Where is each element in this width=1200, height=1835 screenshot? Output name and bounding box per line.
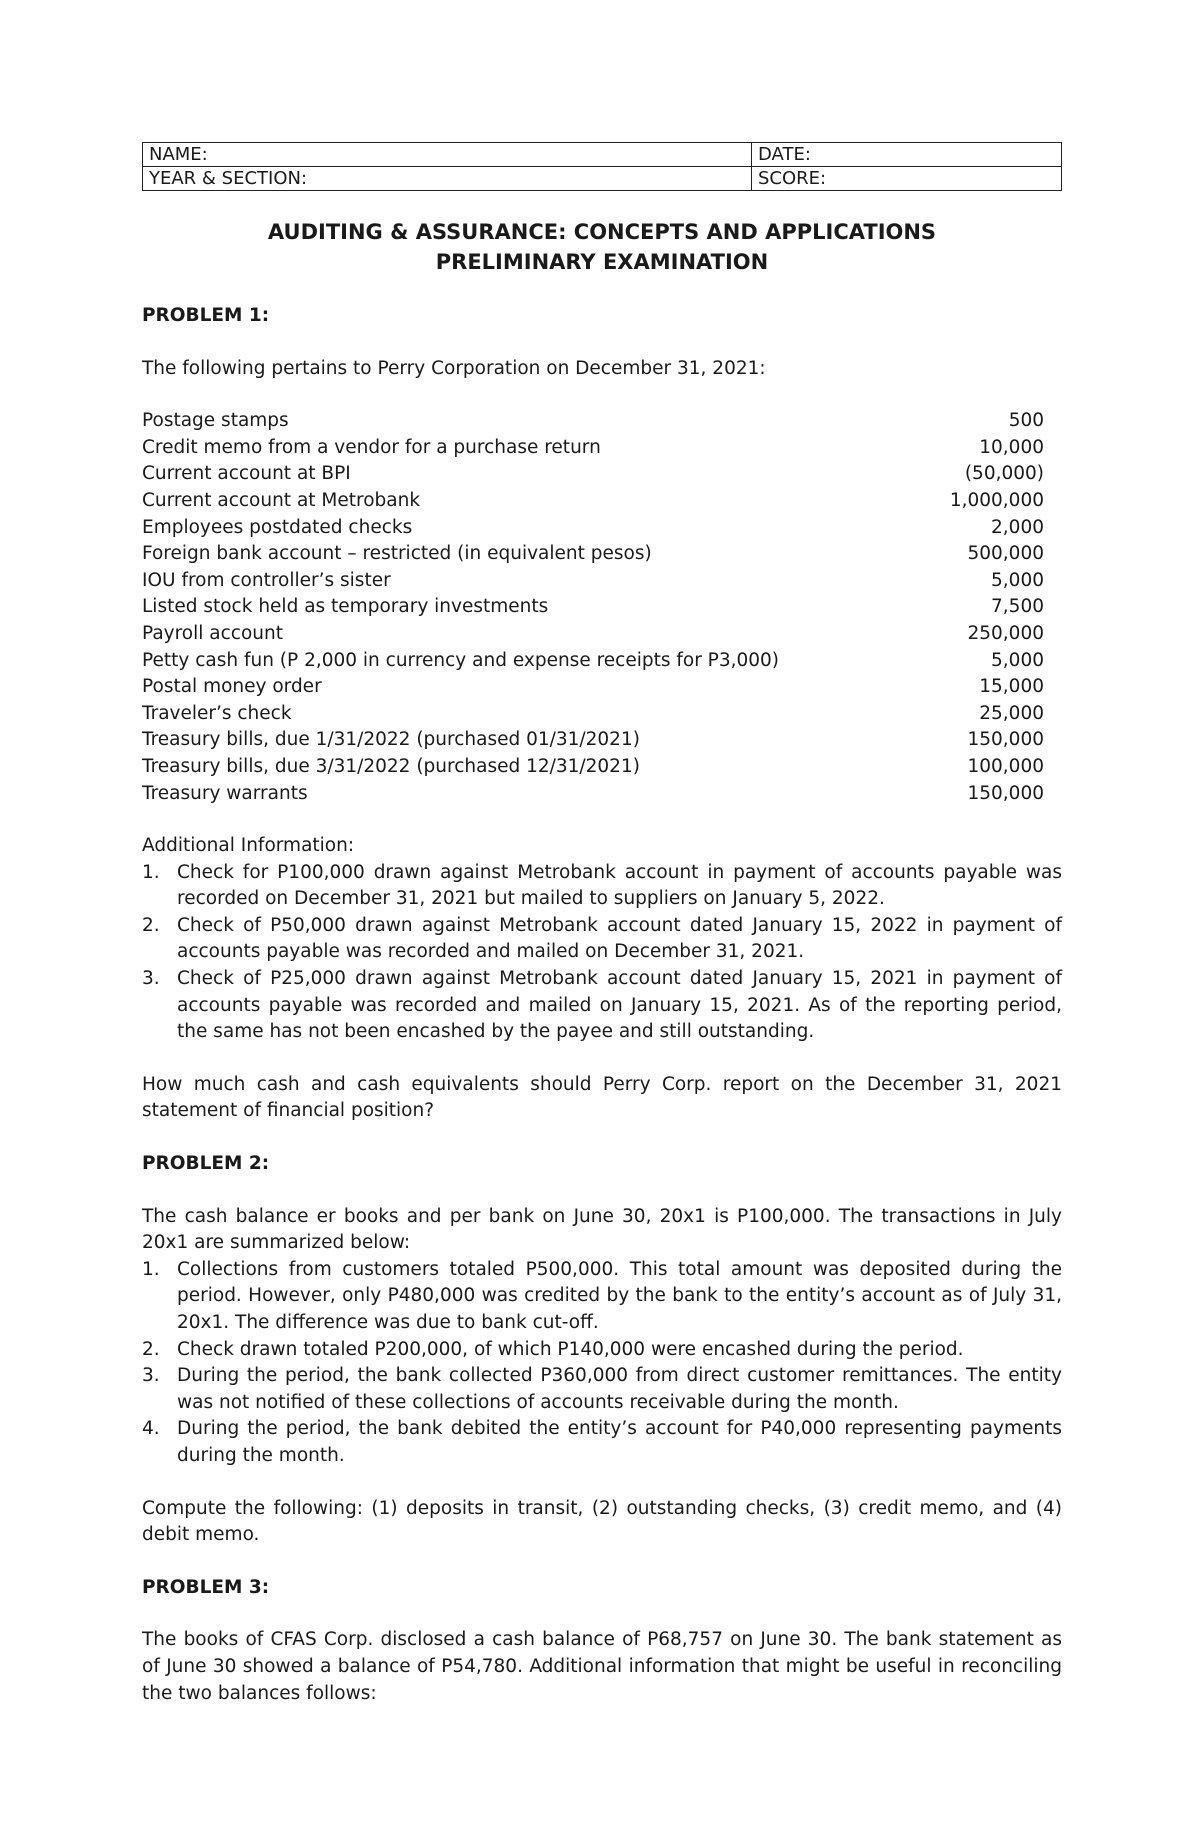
problem1-item-row bbox=[142, 408, 1062, 435]
problem2-list-item bbox=[142, 1337, 1062, 1364]
problem2-items-list bbox=[142, 1257, 1062, 1470]
list-text: Check drawn totaled P200,000, of which P140,000 were encashed during the period. bbox=[177, 1338, 964, 1360]
list-text: During the period, the bank debited the entity’s account for P40,000 representing payments during the month. bbox=[177, 1418, 1062, 1466]
item-label: Listed stock held as temporary investments bbox=[142, 596, 549, 618]
problem2-heading: PROBLEM 2: bbox=[142, 1153, 270, 1175]
list-text: Check of P25,000 drawn against Metrobank account dated January 15, 2021 in payment of accounts payable was recorded and mailed on January 15, 2021. As of the reporting period, the same has not been encashed by the payee and still outstanding. bbox=[177, 968, 1062, 1043]
item-amount: 7,500 bbox=[991, 596, 1044, 618]
problem1-item-row bbox=[142, 781, 1062, 808]
list-text: Collections from customers totaled P500,000. This total amount was deposited during the period. However, only P480,000 was credited by the bank to the entity’s account as of July 31, 20x1. The difference was due to bank cut-off. bbox=[177, 1258, 1062, 1333]
problem2-list-item bbox=[142, 1363, 1062, 1416]
problem3-heading: PROBLEM 3: bbox=[142, 1576, 270, 1598]
problem1-item-row bbox=[142, 435, 1062, 462]
item-label: Payroll account bbox=[142, 622, 283, 644]
item-amount: 100,000 bbox=[967, 755, 1044, 777]
problem1-item-row bbox=[142, 701, 1062, 728]
year-section-field-cell: YEAR & SECTION: bbox=[143, 167, 752, 191]
item-amount: 250,000 bbox=[967, 622, 1044, 644]
exam-title-line2: PRELIMINARY EXAMINATION bbox=[435, 250, 769, 274]
item-label: Postal money order bbox=[142, 676, 322, 698]
problem2-question: Compute the following: (1) deposits in transit, (2) outstanding checks, (3) credit memo, and (4) debit memo. bbox=[142, 1497, 1062, 1546]
list-number: 1. bbox=[142, 861, 160, 883]
item-label: Traveler’s check bbox=[142, 702, 292, 724]
problem1-additional-label: Additional Information: bbox=[142, 835, 355, 857]
item-amount: 500 bbox=[1008, 410, 1044, 432]
problem1-item-row bbox=[142, 488, 1062, 515]
score-field-cell: SCORE: bbox=[752, 167, 1062, 191]
problem1-additional-list bbox=[142, 860, 1062, 1046]
list-text: Check for P100,000 drawn against Metrobank account in payment of accounts payable was recorded on December 31, 2021 but mailed to suppliers on January 5, 2022. bbox=[177, 861, 1062, 910]
problem2-intro: The cash balance er books and per bank on June 30, 20x1 is P100,000. The transactions in July 20x1 are summarized below: bbox=[142, 1205, 1062, 1254]
problem1-additional-item bbox=[142, 913, 1062, 966]
problem1-item-row bbox=[142, 648, 1062, 675]
item-amount: 10,000 bbox=[979, 436, 1044, 458]
list-number: 3. bbox=[142, 968, 160, 990]
problem1-item-row bbox=[142, 515, 1062, 542]
student-info-table bbox=[142, 142, 1062, 191]
item-label: Treasury bills, due 1/31/2022 (purchased 01/31/2021) bbox=[142, 729, 640, 751]
item-label: Treasury warrants bbox=[142, 782, 308, 804]
item-amount: 150,000 bbox=[967, 729, 1044, 751]
problem1-item-row bbox=[142, 621, 1062, 648]
date-field-cell: DATE: bbox=[752, 143, 1062, 167]
problem1-additional-item bbox=[142, 966, 1062, 1046]
exam-title bbox=[142, 217, 1062, 277]
problem2-list-item bbox=[142, 1257, 1062, 1337]
list-text: Check of P50,000 drawn against Metrobank account dated January 15, 2022 in payment of accounts payable was recorded and mailed on December 31, 2021. bbox=[177, 914, 1062, 963]
problem1-item-row bbox=[142, 754, 1062, 781]
name-field-cell: NAME: bbox=[143, 143, 752, 167]
item-label: Petty cash fun (P 2,000 in currency and expense receipts for P3,000) bbox=[142, 649, 780, 671]
item-amount: 1,000,000 bbox=[949, 489, 1044, 511]
problem1-additional-item bbox=[142, 860, 1062, 913]
item-amount: 2,000 bbox=[991, 516, 1044, 538]
problem1-item-row bbox=[142, 568, 1062, 595]
problem1-item-row bbox=[142, 594, 1062, 621]
item-amount: 25,000 bbox=[979, 702, 1044, 724]
list-number: 2. bbox=[142, 1338, 160, 1360]
problem1-item-row bbox=[142, 541, 1062, 568]
problem3-intro: The books of CFAS Corp. disclosed a cash balance of P68,757 on June 30. The bank statement as of June 30 showed a balance of P54,780. Additional information that might be useful in reconciling the two balances follows: bbox=[142, 1629, 1062, 1704]
list-number: 3. bbox=[142, 1365, 160, 1387]
problem1-question: How much cash and cash equivalents should Perry Corp. report on the December 31, 2021 statement of financial position? bbox=[142, 1073, 1062, 1122]
problem1-heading: PROBLEM 1: bbox=[142, 305, 270, 326]
item-amount: 5,000 bbox=[991, 649, 1044, 671]
item-amount: 500,000 bbox=[967, 543, 1044, 565]
item-label: Employees postdated checks bbox=[142, 516, 413, 538]
list-text: During the period, the bank collected P360,000 from direct customer remittances. The entity was not notified of these collections of accounts receivable during the month. bbox=[177, 1365, 1062, 1413]
item-label: Postage stamps bbox=[142, 410, 289, 432]
exam-title-line1: AUDITING & ASSURANCE: CONCEPTS AND APPLICATIONS bbox=[267, 220, 937, 244]
problem1-items-list bbox=[142, 408, 1062, 807]
item-amount: (50,000) bbox=[964, 463, 1044, 485]
item-amount: 5,000 bbox=[991, 569, 1044, 591]
list-number: 1. bbox=[142, 1258, 160, 1280]
item-amount: 15,000 bbox=[979, 676, 1044, 698]
problem1-item-row bbox=[142, 461, 1062, 488]
item-amount: 150,000 bbox=[967, 782, 1044, 804]
item-label: Treasury bills, due 3/31/2022 (purchased 12/31/2021) bbox=[142, 755, 640, 777]
item-label: Foreign bank account – restricted (in equivalent pesos) bbox=[142, 543, 652, 565]
problem1-item-row bbox=[142, 727, 1062, 754]
item-label: IOU from controller’s sister bbox=[142, 569, 391, 591]
list-number: 2. bbox=[142, 914, 160, 936]
item-label: Current account at Metrobank bbox=[142, 489, 421, 511]
item-label: Credit memo from a vendor for a purchase return bbox=[142, 436, 601, 458]
problem1-intro: The following pertains to Perry Corporation on December 31, 2021: bbox=[142, 357, 766, 379]
problem2-list-item bbox=[142, 1416, 1062, 1469]
exam-page bbox=[142, 142, 1062, 1707]
problem1-item-row bbox=[142, 674, 1062, 701]
list-number: 4. bbox=[142, 1418, 160, 1440]
item-label: Current account at BPI bbox=[142, 463, 351, 485]
